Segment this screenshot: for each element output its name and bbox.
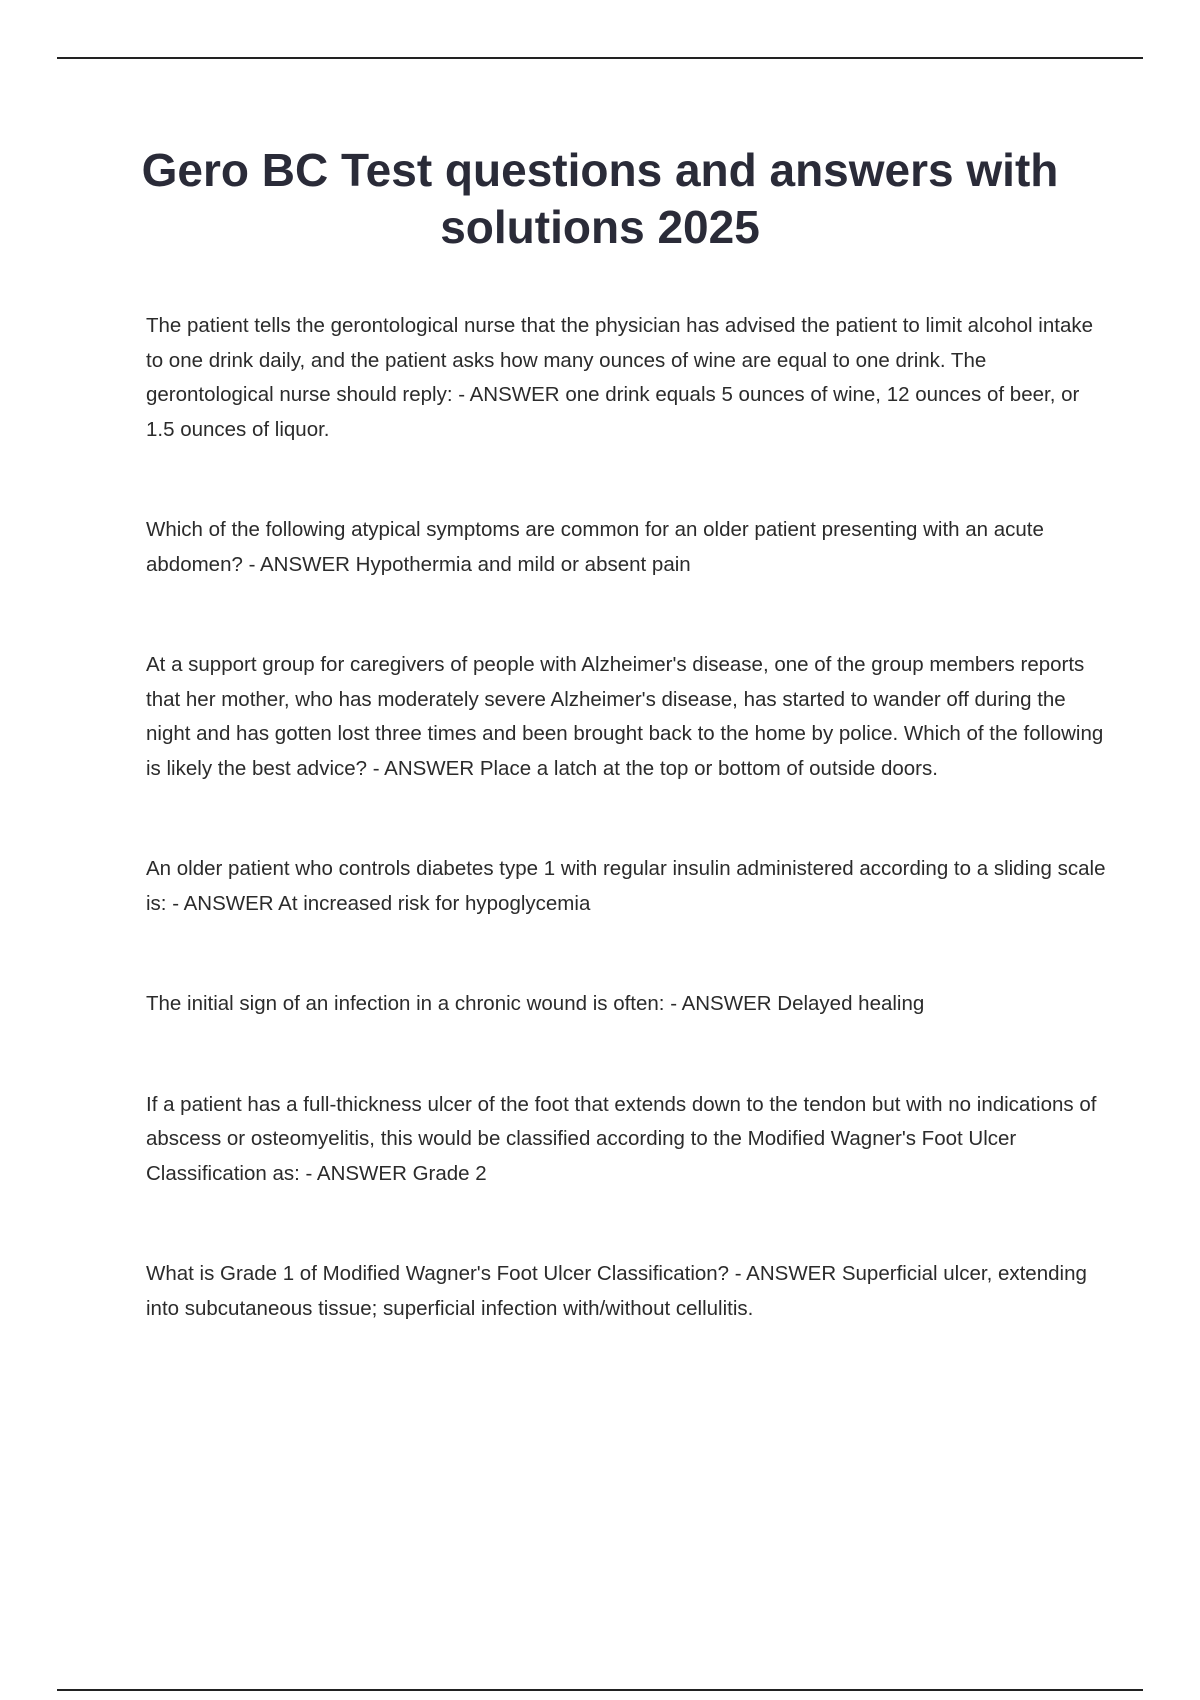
- answer-text: Grade 2: [412, 1161, 487, 1185]
- qa-item: [146, 648, 1106, 786]
- question-text: The patient tells the gerontological nurse that the physician has advised the patient to limit alcohol intake to one drink daily, and the patient asks how many ounces of wine are equal to one drink. The gerontological nurse should reply: - ANSWER: [146, 314, 1093, 406]
- question-text: What is Grade 1 of Modified Wagner's Foot Ulcer Classification? - ANSWER: [146, 1262, 837, 1285]
- answer-text: Delayed healing: [777, 992, 925, 1015]
- qa-item: [146, 987, 1106, 1022]
- answer-text: Place a latch at the top or bottom of outside doors.: [479, 756, 938, 780]
- question-text: An older patient who controls diabetes type 1 with regular insulin administered according to a sliding scale is: - ANSWER: [146, 857, 1106, 915]
- qa-item: [146, 852, 1106, 921]
- bottom-divider: [57, 1689, 1143, 1691]
- question-text: If a patient has a full-thickness ulcer of the foot that extends down to the tendon but with no indications of abscess or osteomyelitis, this would be classified according to the Modified Wagner's Foot Ulcer Classification as: - ANSWER: [146, 1092, 1097, 1185]
- question-text: Which of the following atypical symptoms are common for an older patient presenting with an acute abdomen? - ANSWER: [146, 518, 1044, 576]
- qa-item: [146, 1257, 1106, 1326]
- answer-text: Hypothermia and mild or absent pain: [355, 552, 691, 576]
- question-text: At a support group for caregivers of people with Alzheimer's disease, one of the group members reports that her mother, who has moderately severe Alzheimer's disease, has started to wander off during the night and has gotten lost three times and been brought back to the home by police. Which of the following is likely the best advice? - ANSWER: [146, 653, 1104, 780]
- answer-text: one drink equals 5 ounces of wine, 12 ounces of beer, or 1.5 ounces of liquor.: [146, 383, 1080, 441]
- answer-text: Superficial ulcer, extending into subcutaneous tissue; superficial infection with/without cellulitis.: [146, 1262, 1087, 1320]
- top-divider: [57, 57, 1143, 59]
- qa-item: [146, 1088, 1106, 1192]
- question-text: The initial sign of an infection in a chronic wound is often: - ANSWER: [146, 992, 772, 1015]
- qa-list: [146, 309, 1106, 1326]
- answer-text: At increased risk for hypoglycemia: [278, 891, 591, 915]
- qa-item: [146, 513, 1106, 582]
- qa-item: [146, 309, 1106, 447]
- page-title: Gero BC Test questions and answers with solutions 2025: [141, 144, 1059, 253]
